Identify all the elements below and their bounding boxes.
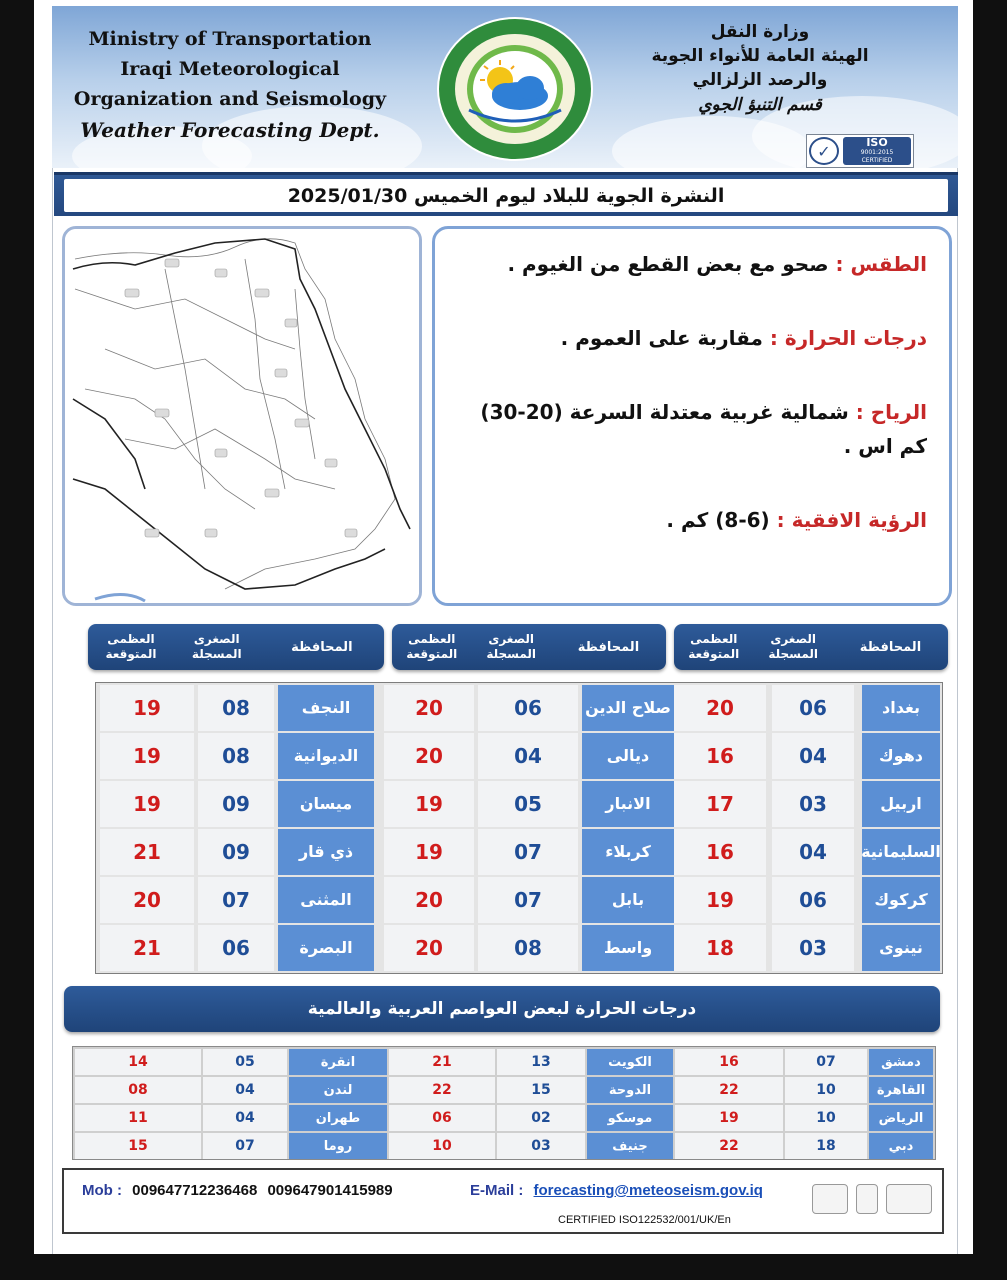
capital-name: جنيف — [587, 1133, 673, 1159]
title-bar — [54, 172, 958, 216]
iso-tag — [843, 137, 911, 165]
expected-max: 19 — [674, 877, 766, 923]
photo-edge-right — [973, 0, 1007, 1280]
table-header-group-2 — [392, 624, 666, 670]
expected-max: 19 — [384, 829, 474, 875]
capital-max: 19 — [675, 1105, 783, 1131]
recorded-min: 04 — [772, 733, 854, 779]
wind-label: الرياح : — [855, 400, 927, 424]
province-name: ميسان — [278, 781, 374, 827]
capitals-title-bar — [64, 986, 940, 1032]
expected-max: 19 — [384, 781, 474, 827]
org-line-seismology: Organization and Seismology — [73, 88, 387, 110]
province-name: بابل — [582, 877, 674, 923]
iso-note: CERTIFIED — [861, 157, 893, 164]
capital-min: 04 — [203, 1105, 287, 1131]
org-line-iraqi-met: Iraqi Meteorological — [120, 58, 340, 80]
expected-max: 20 — [384, 733, 474, 779]
english-org-name — [52, 24, 408, 146]
capital-min: 07 — [203, 1133, 287, 1159]
table-header-group-1 — [674, 624, 948, 670]
dept-name-english: Weather Forecasting Dept. — [80, 118, 380, 142]
recorded-min: 06 — [772, 877, 854, 923]
mobile-contact — [82, 1182, 393, 1199]
capital-name: انقرة — [289, 1049, 387, 1075]
photo-edge-left — [0, 0, 34, 1280]
arabic-org-name — [610, 20, 910, 118]
forecast-visibility — [457, 503, 927, 537]
header-min: الصغرى المسجلة — [191, 632, 242, 661]
wind-value: شمالية غربية معتدلة السرعة (20-30) كم اس . — [480, 400, 927, 458]
recorded-min: 09 — [198, 781, 274, 827]
capital-name: طهران — [289, 1105, 387, 1131]
header-province: المحافظة — [291, 639, 353, 655]
capital-max: 22 — [389, 1077, 495, 1103]
capital-min: 13 — [497, 1049, 585, 1075]
capital-name: الرياض — [869, 1105, 933, 1131]
recorded-min: 06 — [478, 685, 578, 731]
province-name: ديالى — [582, 733, 674, 779]
capital-name: القاهرة — [869, 1077, 933, 1103]
email-contact — [470, 1182, 763, 1199]
capital-max: 21 — [389, 1049, 495, 1075]
visibility-value: (6-8) كم . — [666, 508, 770, 532]
capital-min: 15 — [497, 1077, 585, 1103]
iso-mark: ISO — [866, 136, 888, 149]
email-label: E-Mail : — [470, 1182, 524, 1199]
forecast-summary — [432, 226, 952, 606]
recorded-min: 04 — [478, 733, 578, 779]
visibility-label: الرؤية الافقية : — [776, 508, 927, 532]
iso-badge — [806, 134, 914, 168]
expected-max: 16 — [674, 733, 766, 779]
header-min: الصغرى المسجلة — [768, 632, 819, 661]
certification-logo-icon — [856, 1184, 878, 1214]
forecast-weather — [457, 247, 927, 281]
capital-name: الكويت — [587, 1049, 673, 1075]
recorded-min: 05 — [478, 781, 578, 827]
recorded-min: 07 — [478, 877, 578, 923]
temperature-value: مقاربة على العموم . — [560, 326, 763, 350]
bulletin-title: النشرة الجوية للبلاد ليوم الخميس 2025/01/30 — [287, 184, 725, 207]
capital-max: 06 — [389, 1105, 495, 1131]
header-province: المحافظة — [859, 639, 922, 655]
capital-min: 10 — [785, 1105, 867, 1131]
capital-max: 15 — [75, 1133, 201, 1159]
recorded-min: 09 — [198, 829, 274, 875]
province-name: السليمانية — [862, 829, 940, 875]
iso-code: 9001:2015 — [860, 149, 894, 156]
province-name: اربيل — [862, 781, 940, 827]
dept-name-arabic: قسم التنبؤ الجوي — [698, 95, 822, 115]
recorded-min: 07 — [198, 877, 274, 923]
capital-max: 22 — [675, 1077, 783, 1103]
recorded-min: 08 — [198, 733, 274, 779]
expected-max: 19 — [100, 685, 194, 731]
mobile-label: Mob : — [82, 1182, 122, 1199]
meteorology-emblem-icon — [434, 14, 596, 164]
mobile-number-1: 009647712236468 — [132, 1182, 258, 1199]
capital-max: 08 — [75, 1077, 201, 1103]
expected-max: 18 — [674, 925, 766, 971]
expected-max: 21 — [100, 829, 194, 875]
capital-max: 14 — [75, 1049, 201, 1075]
recorded-min: 07 — [478, 829, 578, 875]
province-name: النجف — [278, 685, 374, 731]
expected-max: 16 — [674, 829, 766, 875]
footer-logos — [812, 1184, 932, 1214]
forecast-wind — [457, 395, 927, 463]
capital-name: روما — [289, 1133, 387, 1159]
province-name: صلاح الدين — [582, 685, 674, 731]
province-name: الديوانية — [278, 733, 374, 779]
province-name: نينوى — [862, 925, 940, 971]
weather-label: الطقس : — [835, 252, 927, 276]
expected-max: 20 — [384, 925, 474, 971]
header-max: العظمى المتوقعة — [105, 632, 157, 661]
header-max: العظمى المتوقعة — [688, 632, 740, 661]
capital-min: 05 — [203, 1049, 287, 1075]
capital-min: 04 — [203, 1077, 287, 1103]
capital-min: 10 — [785, 1077, 867, 1103]
expected-max: 20 — [384, 685, 474, 731]
expected-max: 19 — [100, 781, 194, 827]
accreditation-logo-icon — [812, 1184, 848, 1214]
forecast-temperature — [457, 321, 927, 355]
capital-name: لندن — [289, 1077, 387, 1103]
capital-min: 02 — [497, 1105, 585, 1131]
temperature-label: درجات الحرارة : — [769, 326, 927, 350]
recorded-min: 03 — [772, 781, 854, 827]
ar-line-ministry: وزارة النقل — [710, 22, 810, 42]
province-name: البصرة — [278, 925, 374, 971]
capital-max: 16 — [675, 1049, 783, 1075]
province-name: ذي قار — [278, 829, 374, 875]
capital-name: دمشق — [869, 1049, 933, 1075]
province-name: دهوك — [862, 733, 940, 779]
capital-max: 22 — [675, 1133, 783, 1159]
title-inner — [64, 179, 948, 212]
capitals-title: درجات الحرارة لبعض العواصم العربية والعالمية — [307, 999, 697, 1019]
partner-logo-icon — [886, 1184, 932, 1214]
bulletin-header — [52, 6, 958, 168]
weather-value: صحو مع بعض القطع من الغيوم . — [507, 252, 829, 276]
iraq-map-drawing — [65, 229, 419, 603]
checkmark-icon: ✓ — [809, 137, 839, 165]
capital-max: 10 — [389, 1133, 495, 1159]
capital-min: 07 — [785, 1049, 867, 1075]
header-max: العظمى المتوقعة — [406, 632, 458, 661]
capital-min: 18 — [785, 1133, 867, 1159]
province-name: المثنى — [278, 877, 374, 923]
expected-max: 20 — [100, 877, 194, 923]
recorded-min: 04 — [772, 829, 854, 875]
iraq-map — [62, 226, 422, 606]
province-name: كركوك — [862, 877, 940, 923]
expected-max: 19 — [100, 733, 194, 779]
email-link[interactable]: forecasting@meteoseism.gov.iq — [533, 1182, 763, 1199]
org-line-ministry: Ministry of Transportation — [88, 28, 372, 50]
capital-name: الدوحة — [587, 1077, 673, 1103]
province-name: واسط — [582, 925, 674, 971]
ar-line-authority: الهيئة العامة للأنواء الجوية — [651, 46, 869, 66]
province-temperature-table — [95, 682, 943, 974]
province-name: كربلاء — [582, 829, 674, 875]
expected-max: 21 — [100, 925, 194, 971]
table-header-group-3 — [88, 624, 384, 670]
expected-max: 17 — [674, 781, 766, 827]
province-name: الانبار — [582, 781, 674, 827]
capitals-temperature-table — [72, 1046, 936, 1160]
province-name: بغداد — [862, 685, 940, 731]
recorded-min: 08 — [478, 925, 578, 971]
header-min: الصغرى المسجلة — [486, 632, 537, 661]
recorded-min: 08 — [198, 685, 274, 731]
capital-name: دبي — [869, 1133, 933, 1159]
capital-min: 03 — [497, 1133, 585, 1159]
mobile-number-2: 009647901415989 — [267, 1182, 393, 1199]
recorded-min: 06 — [772, 685, 854, 731]
certification-text: CERTIFIED ISO122532/001/UK/En — [558, 1214, 731, 1226]
recorded-min: 03 — [772, 925, 854, 971]
capital-name: موسكو — [587, 1105, 673, 1131]
recorded-min: 06 — [198, 925, 274, 971]
capital-max: 11 — [75, 1105, 201, 1131]
ar-line-seismic: والرصد الزلزالي — [692, 70, 828, 90]
bulletin-footer — [62, 1168, 944, 1234]
expected-max: 20 — [674, 685, 766, 731]
expected-max: 20 — [384, 877, 474, 923]
header-province: المحافظة — [577, 639, 640, 655]
photo-edge-bottom — [0, 1254, 1007, 1280]
